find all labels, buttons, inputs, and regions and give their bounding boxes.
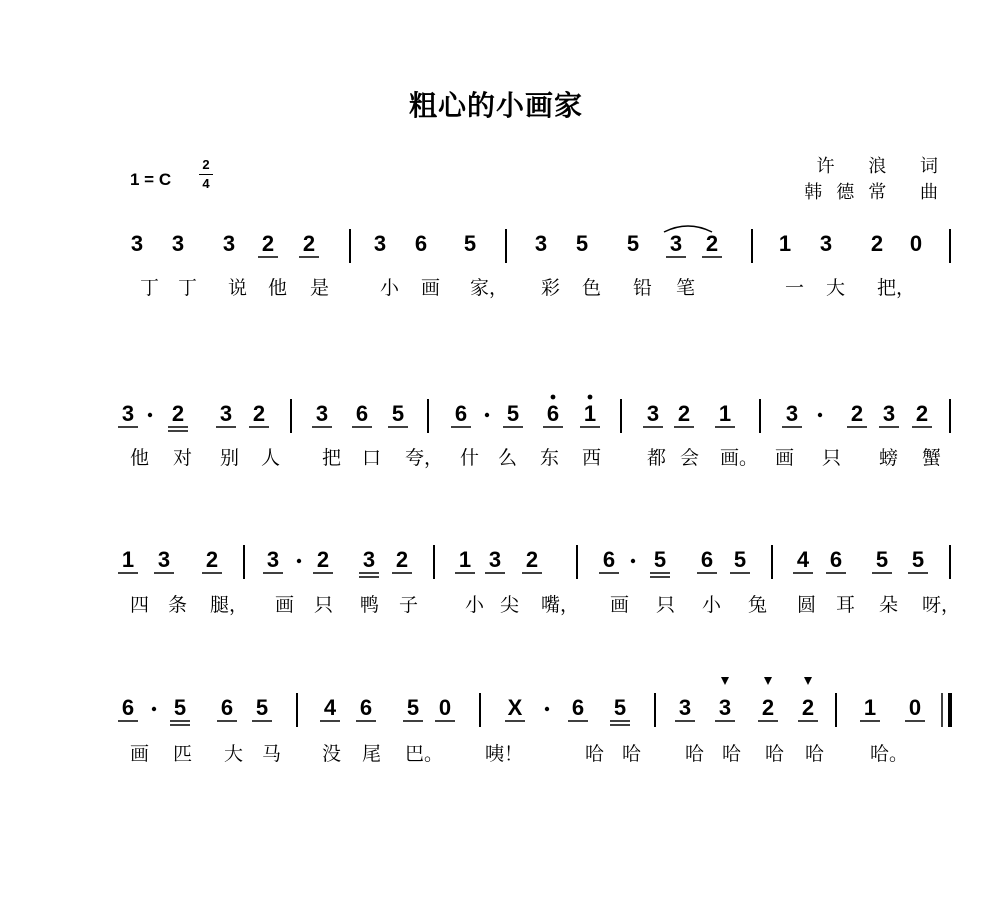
note: 3: [646, 401, 660, 426]
note: 2: [850, 401, 864, 426]
note: 2: [316, 547, 330, 572]
note: 2: [252, 401, 266, 426]
lyric-word: 圆: [797, 594, 817, 616]
lyric-word: 四: [130, 594, 150, 616]
note: 3: [171, 231, 185, 256]
note: 1: [718, 401, 732, 426]
note: 6: [220, 695, 234, 720]
note: 1: [583, 401, 597, 426]
note: 5: [626, 231, 640, 256]
lyric-word: 会: [680, 447, 700, 469]
dot-duration: [148, 413, 152, 417]
lyric-word: 只: [656, 594, 676, 616]
lyric-word: 嘴，: [541, 594, 580, 616]
lyric-word: 彩: [541, 277, 561, 299]
note: 3: [373, 231, 387, 256]
lyric-word: 哈: [585, 743, 605, 765]
composer-credit: 韩德常 曲: [804, 182, 952, 203]
note: 2: [261, 231, 275, 256]
lyric-word: 人: [261, 447, 281, 469]
note: 5: [613, 695, 627, 720]
note: 3: [222, 231, 236, 256]
accent-mark: [721, 677, 729, 685]
lyric-word: 什: [460, 447, 480, 469]
note: 5: [255, 695, 269, 720]
lyric-word: 尾: [362, 743, 382, 765]
note: 0: [438, 695, 452, 720]
note: 5: [911, 547, 925, 572]
note: 6: [359, 695, 373, 720]
lyric-word: 把: [322, 447, 342, 469]
lyric-word: 大: [826, 277, 846, 299]
note: 5: [875, 547, 889, 572]
lyric-word: 是: [310, 277, 330, 299]
note: 2: [705, 231, 719, 256]
note: 6: [700, 547, 714, 572]
note: 3: [315, 401, 329, 426]
lyric-word: 马: [262, 743, 282, 765]
lyric-word: 丁: [178, 277, 198, 299]
lyric-word: 一: [785, 277, 805, 299]
lyric-word: 只: [822, 447, 842, 469]
dot-duration: [631, 559, 635, 563]
lyric-word: 耳: [836, 594, 856, 616]
note: 3: [219, 401, 233, 426]
note: 6: [414, 231, 428, 256]
lyric-word: 丁: [140, 277, 160, 299]
lyric-word: 东: [540, 447, 560, 469]
lyric-word: 哈。: [870, 743, 909, 765]
lyricist-credit: 许 浪 词: [816, 156, 952, 177]
note: 1: [121, 547, 135, 572]
note: 5: [463, 231, 477, 256]
dot-duration: [152, 707, 156, 711]
lyric-word: 画: [130, 743, 150, 765]
accent-mark: [804, 677, 812, 685]
note: 5: [173, 695, 187, 720]
dot-duration: [485, 413, 489, 417]
note: 2: [525, 547, 539, 572]
note: 2: [302, 231, 316, 256]
lyric-word: 呀，: [922, 594, 961, 616]
lyric-word: 他: [268, 277, 288, 299]
lyric-word: 哈: [805, 743, 825, 765]
accent-mark: [764, 677, 772, 685]
note: 3: [157, 547, 171, 572]
lyric-word: 鸭: [360, 594, 380, 616]
note: X: [507, 695, 523, 720]
lyric-word: 画: [275, 594, 295, 616]
lyric-word: 画: [775, 447, 795, 469]
lyric-word: 么: [498, 447, 518, 469]
note: 3: [266, 547, 280, 572]
note: 5: [406, 695, 420, 720]
note: 6: [355, 401, 369, 426]
note: 2: [205, 547, 219, 572]
note: 3: [130, 231, 144, 256]
lyric-word: 西: [582, 447, 602, 469]
note: 1: [863, 695, 877, 720]
note: 2: [677, 401, 691, 426]
note: 6: [571, 695, 585, 720]
note: 1: [778, 231, 792, 256]
note: 2: [761, 695, 775, 720]
lyric-word: 铅: [633, 277, 653, 299]
note: 6: [602, 547, 616, 572]
lyric-word: 匹: [173, 743, 193, 765]
note: 2: [915, 401, 929, 426]
key-signature: 1 = C: [130, 170, 172, 189]
note: 5: [653, 547, 667, 572]
lyric-word: 巴。: [405, 743, 444, 765]
note: 3: [882, 401, 896, 426]
lyric-word: 画: [610, 594, 630, 616]
note: 4: [323, 695, 337, 720]
lyric-word: 画: [421, 277, 441, 299]
note: 3: [362, 547, 376, 572]
note: 3: [819, 231, 833, 256]
note: 3: [669, 231, 683, 256]
note: 6: [454, 401, 468, 426]
time-signature-top: 2: [202, 157, 210, 172]
time-signature-bottom: 4: [202, 176, 210, 191]
lyric-word: 哈: [622, 743, 642, 765]
lyric-word: 家，: [470, 277, 509, 299]
note: 2: [171, 401, 185, 426]
lyric-word: 别: [220, 447, 240, 469]
lyric-word: 大: [224, 743, 244, 765]
octave-dot: [551, 395, 556, 400]
lyric-word: 对: [173, 447, 193, 469]
lyric-word: 尖: [500, 594, 520, 616]
note: 6: [121, 695, 135, 720]
note: 1: [458, 547, 472, 572]
lyric-word: 口: [362, 447, 382, 469]
dot-duration: [545, 707, 549, 711]
lyric-word: 小: [380, 277, 400, 299]
note: 0: [909, 231, 923, 256]
lyric-word: 把，: [877, 277, 916, 299]
lyric-word: 小: [702, 594, 722, 616]
note: 3: [534, 231, 548, 256]
dot-duration: [818, 413, 822, 417]
lyric-word: 咦！: [485, 743, 524, 765]
note: 4: [796, 547, 810, 572]
note: 3: [121, 401, 135, 426]
lyric-word: 夸，: [405, 447, 444, 469]
lyric-word: 画。: [720, 447, 759, 469]
lyric-word: 哈: [765, 743, 785, 765]
lyric-word: 螃: [879, 447, 899, 469]
note: 6: [829, 547, 843, 572]
note: 3: [488, 547, 502, 572]
lyric-word: 朵: [879, 594, 899, 616]
lyric-word: 哈: [722, 743, 742, 765]
note: 2: [395, 547, 409, 572]
lyric-word: 条: [168, 594, 188, 616]
lyric-word: 哈: [685, 743, 705, 765]
note: 2: [870, 231, 884, 256]
lyric-word: 笔: [676, 277, 696, 299]
note: 5: [575, 231, 589, 256]
note: 5: [391, 401, 405, 426]
song-title: 粗心的小画家: [408, 89, 583, 122]
note: 2: [801, 695, 815, 720]
lyric-word: 子: [399, 594, 419, 616]
dot-duration: [297, 559, 301, 563]
lyric-word: 蟹: [922, 447, 942, 469]
lyric-word: 他: [130, 447, 150, 469]
lyric-word: 腿，: [210, 594, 249, 616]
lyric-word: 说: [228, 277, 248, 299]
note: 6: [546, 401, 560, 426]
note: 3: [718, 695, 732, 720]
lyric-word: 只: [314, 594, 334, 616]
note: 3: [678, 695, 692, 720]
note: 5: [733, 547, 747, 572]
note: 0: [908, 695, 922, 720]
lyric-word: 都: [647, 447, 667, 469]
lyric-word: 没: [322, 743, 342, 765]
lyric-word: 兔: [748, 594, 768, 616]
note: 3: [785, 401, 799, 426]
octave-dot: [588, 395, 593, 400]
lyric-word: 色: [582, 277, 602, 299]
note: 5: [506, 401, 520, 426]
lyric-word: 小: [465, 594, 485, 616]
